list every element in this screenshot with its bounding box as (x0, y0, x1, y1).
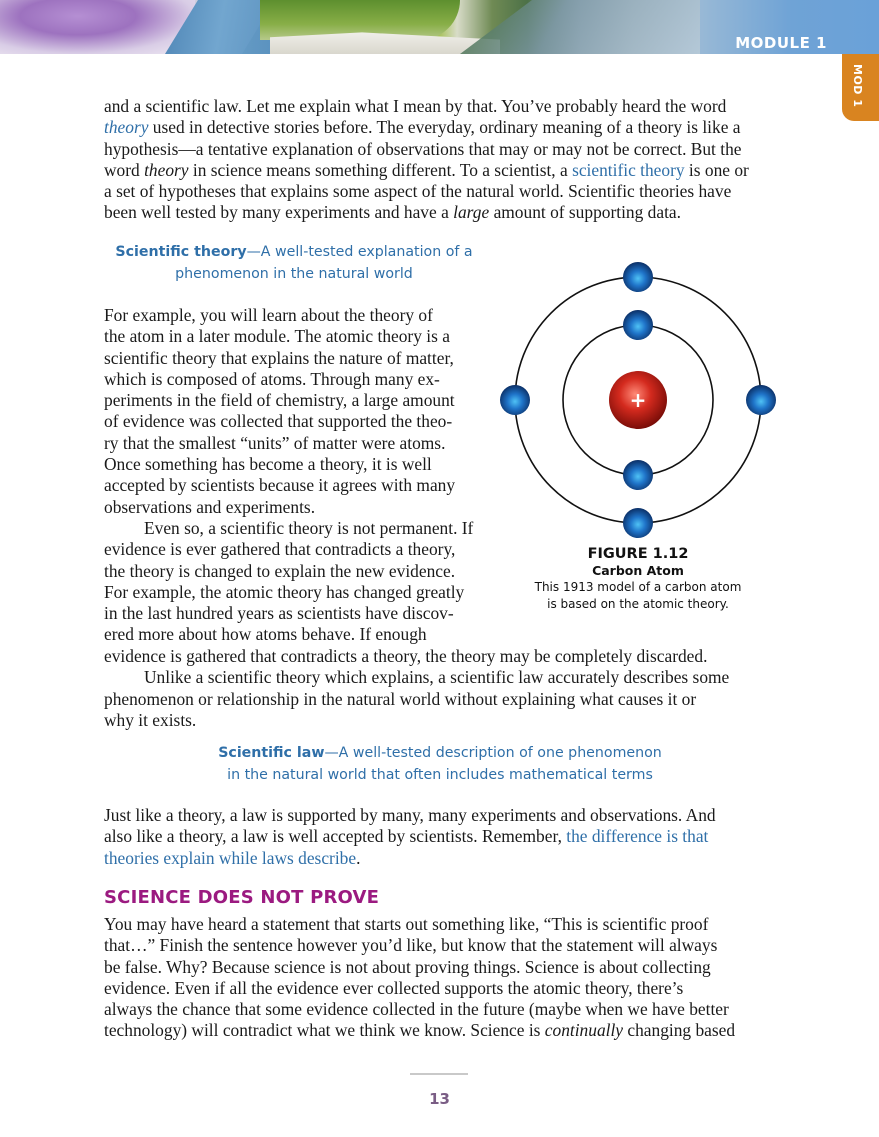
inner-shell-electron (623, 460, 653, 490)
text-segment: also like a theory, a law is well accepted by scientists. Remember, (104, 826, 567, 847)
text-line (104, 848, 716, 869)
atomic-theory-paragraph (104, 305, 473, 646)
emphasized-text: large (453, 202, 490, 223)
text-line (104, 826, 716, 847)
text-line (104, 202, 749, 223)
definition-text-line2: phenomenon in the natural world (175, 266, 413, 282)
emphasized-text: continually (544, 1020, 624, 1041)
text-segment: hypothesis—a tentative explanation of observations that may or may not be correct. But the (104, 138, 742, 159)
outer-shell-electron (623, 508, 653, 538)
text-segment: always the chance that some evidence collected in the future (maybe when we have better (104, 999, 729, 1020)
inner-shell-electron (623, 310, 653, 340)
text-line (104, 160, 749, 181)
header-banner-image (0, 0, 879, 54)
definition-text-line1: —A well-tested explanation of a (246, 244, 473, 260)
figure-caption (497, 545, 779, 613)
continuation-paragraph (104, 646, 729, 731)
module-side-tab[interactable] (842, 54, 879, 121)
text-line (104, 914, 735, 935)
text-line: phenomenon or relationship in the natural world without explaining what causes it or (104, 688, 697, 709)
text-segment: and a scientific law. Let me explain what I mean by that. You’ve probably heard the word (104, 96, 727, 116)
text-line (104, 117, 749, 138)
emphasized-text: theory (144, 159, 189, 180)
text-line: Unlike a scientific theory which explains, a scientific law accurately describes some (144, 667, 730, 688)
highlighted-term: theories explain while laws describe (104, 847, 357, 868)
text-segment: . (356, 847, 361, 868)
text-line: For example, you will learn about the theory of (104, 305, 433, 325)
definition-term: Scientific law (218, 745, 325, 761)
footer-divider (410, 1073, 468, 1075)
text-line (104, 96, 749, 117)
definition-text-line2: in the natural world that often includes mathematical terms (227, 767, 653, 783)
text-line (104, 139, 749, 160)
text-line: periments in the field of chemistry, a large amount (104, 390, 455, 411)
text-segment: You may have heard a statement that starts out something like, “This is scientific proof (104, 914, 709, 934)
text-line (104, 935, 735, 956)
text-line: ry that the smallest “units” of matter were atoms. (104, 432, 446, 453)
definition-text-line1: —A well-tested description of one phenomenon (324, 745, 662, 761)
cliff-image (460, 0, 700, 54)
text-segment: be false. Why? Because science is not about proving things. Science is about collecting (104, 956, 711, 977)
text-line: observations and experiments. (104, 496, 316, 517)
definition-scientific-law (104, 742, 776, 786)
text-segment: a set of hypotheses that explains some aspect of the natural world. Scientific theories have (104, 181, 732, 202)
figure-description-line2: is based on the atomic theory. (547, 597, 729, 611)
figure-title: Carbon Atom (592, 563, 684, 578)
text-segment: technology) will contradict what we think we know. Science is (104, 1020, 545, 1041)
text-line (104, 978, 735, 999)
carbon-atom-figure (495, 255, 785, 545)
amethyst-crystal-image (0, 0, 195, 54)
outer-shell-electron (500, 385, 530, 415)
text-segment: that…” Finish the sentence however you’d like, but know that the statement will always (104, 935, 718, 956)
text-line: evidence is ever gathered that contradicts a theory, (104, 539, 456, 560)
outer-shell-electron (623, 262, 653, 292)
figure-number: FIGURE 1.12 (587, 546, 689, 562)
figure-description-line1: This 1913 model of a carbon atom (534, 580, 742, 594)
text-segment: evidence. Even if all the evidence ever collected supports the atomic theory, there’s (104, 977, 684, 998)
text-segment: been well tested by many experiments and have a (104, 202, 454, 223)
text-line: For example, the atomic theory has changed greatly (104, 581, 465, 602)
text-segment: is one or (684, 159, 749, 180)
text-line: Once something has become a theory, it is well (104, 454, 432, 475)
section-heading: SCIENCE DOES NOT PROVE (104, 887, 380, 908)
text-segment: used in detective stories before. The everyday, ordinary meaning of a theory is like a (148, 117, 741, 138)
nucleus-plus-sign: + (629, 388, 647, 412)
text-segment: word (104, 159, 145, 180)
page-number: 13 (429, 1090, 450, 1108)
highlighted-term: the difference is that (566, 826, 709, 847)
text-segment: amount of supporting data. (489, 202, 681, 223)
text-line: evidence is gathered that contradicts a theory, the theory may be completely discarded. (104, 646, 708, 666)
text-line: why it exists. (104, 709, 197, 730)
text-segment: Just like a theory, a law is supported by many, many experiments and observations. And (104, 805, 716, 825)
text-line (104, 999, 735, 1020)
definition-term: Scientific theory (115, 244, 247, 260)
text-line (104, 957, 735, 978)
module-side-tab-label: MOD 1 (851, 64, 864, 108)
definition-scientific-theory (104, 241, 484, 285)
text-line: scientific theory that explains the nature of matter, (104, 347, 454, 368)
text-line: Even so, a scientific theory is not permanent. If (144, 517, 474, 538)
highlighted-term: scientific theory (572, 159, 685, 180)
text-line: the theory is changed to explain the new evidence. (104, 560, 456, 581)
text-line: the atom in a later module. The atomic theory is a (104, 326, 450, 347)
highlighted-term: theory (104, 117, 149, 138)
text-line (104, 1020, 735, 1041)
text-line (104, 805, 716, 826)
module-label: MODULE 1 (735, 34, 827, 52)
text-segment: in science means something different. To a scientist, a (188, 159, 573, 180)
science-does-not-prove-paragraph (104, 914, 735, 1042)
text-line: of evidence was collected that supported the theo- (104, 411, 453, 432)
text-line: ered more about how atoms behave. If enough (104, 624, 427, 645)
outer-shell-electron (746, 385, 776, 415)
text-line: accepted by scientists because it agrees with many (104, 475, 456, 496)
text-line: which is composed of atoms. Through many ex- (104, 368, 440, 389)
nucleus (609, 371, 667, 429)
text-line (104, 181, 749, 202)
law-paragraph (104, 805, 716, 869)
intro-paragraph (104, 96, 749, 224)
text-line: in the last hundred years as scientists have discov- (104, 603, 454, 624)
text-segment: changing based (623, 1020, 736, 1041)
